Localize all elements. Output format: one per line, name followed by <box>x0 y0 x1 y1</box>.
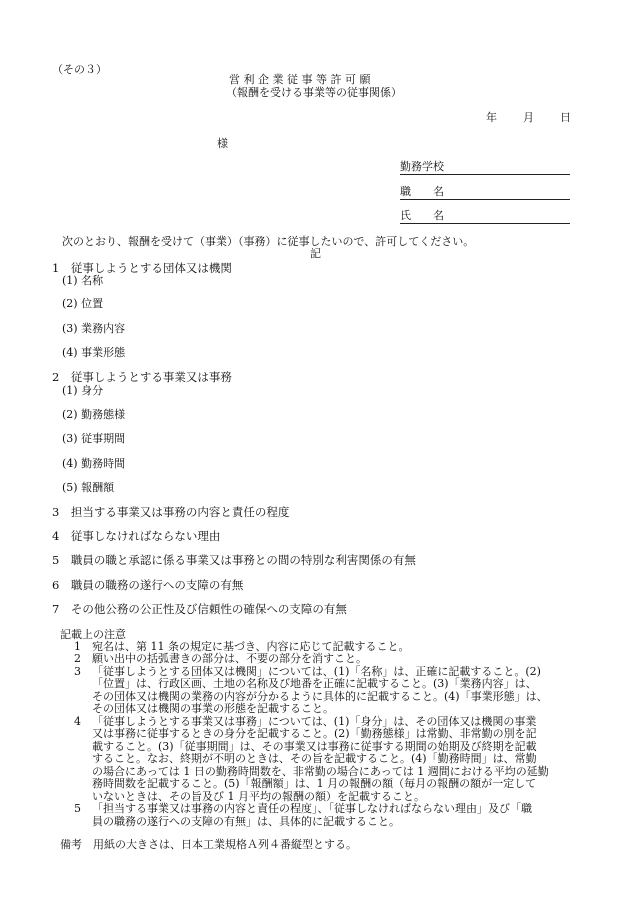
note-line: すること。なお、終期が不明のときは、その旨を記載すること。(4)「勤務時間」は、常勤 <box>92 752 537 765</box>
section-2-item: (5) 報酬額 <box>62 481 115 494</box>
section-2-item: (1) 身分 <box>62 384 104 397</box>
date-day: 日 <box>560 111 571 124</box>
section-7-title: 7 その他公務の公正性及び信頼性の確保への支障の有無 <box>52 602 347 616</box>
section-3-title: 3 担当する事業又は事務の内容と責任の程度 <box>52 505 290 519</box>
position-label: 職 名 <box>400 185 444 198</box>
note-number: 2 <box>74 652 81 665</box>
note-number: 3 <box>74 665 81 678</box>
note-line: の場合にあっては 1 日の勤務時間数を、非常勤の場合にあっては 1 週間における平均の延勤 <box>92 765 549 778</box>
note-line: 又は事務に従事するときの身分を記載すること。(2)「勤務態様」は常勤、非常勤の別を記 <box>92 727 537 740</box>
notes-title: 記載上の注意 <box>60 628 126 641</box>
section-2-item: (3) 従事期間 <box>62 432 126 445</box>
note-line: 「従事しようとする団体又は機関」については、(1)「名称」は、正確に記載すること。(2) <box>92 665 541 678</box>
section-1-title: 1 従事しようとする団体又は機関 <box>52 261 232 275</box>
school-label: 勤務学校 <box>400 160 444 173</box>
note-line: 「従事しようとする事業又は事務」については、(1)「身分」は、その団体又は機関の事業 <box>92 715 537 728</box>
note-line: 載すること。(3)「従事期間」は、その事業又は事務に従事する期間の始期及び終期を記載 <box>92 740 537 753</box>
intro-text: 次のとおり、報酬を受けて（事業）（事務）に従事したいので、許可してください。 <box>62 235 475 248</box>
section-1-item: (3) 業務内容 <box>62 322 126 335</box>
position-field[interactable] <box>400 185 570 200</box>
ki-label: 記 <box>310 247 321 260</box>
note-line: 「位置」は、行政区画、土地の名称及び地番を正確に記載すること。(3)「業務内容」は、 <box>92 677 537 690</box>
note-line: 員の職務の遂行への支障の有無」は、具体的に記載すること。 <box>92 815 400 828</box>
section-6-title: 6 職員の職務の遂行への支障の有無 <box>52 578 244 592</box>
note-line: 「担当する事業又は事務の内容と責任の程度」、「従事しなければならない理由」及び「職 <box>92 802 532 815</box>
form-number: （その３） <box>52 63 107 76</box>
note-line: いないときは、その旨及び 1 月平均の報酬の額）を記載すること。 <box>92 790 425 803</box>
section-2-title: 2 従事しようとする事業又は事務 <box>52 370 232 384</box>
remarks: 備考 用紙の大きさは、日本工業規格Ａ列４番縦型とする。 <box>60 838 357 851</box>
note-number: 5 <box>74 802 81 815</box>
note-line: その団体又は機関の業務の内容が分かるように具体的に記載すること。(4)「事業形態」は、 <box>92 690 548 703</box>
section-5-title: 5 職員の職と承認に係る事業又は事務との間の特別な利害関係の有無 <box>52 553 416 567</box>
date-year: 年 <box>486 111 497 124</box>
school-field[interactable] <box>400 160 570 175</box>
section-2-item: (4) 勤務時間 <box>62 457 126 470</box>
note-number: 4 <box>74 715 81 728</box>
page-title: 営 利 企 業 従 事 等 許 可 願 <box>229 73 371 86</box>
page-subtitle: （報酬を受ける事業等の従事関係） <box>226 86 402 99</box>
note-line: 務時間数を記載すること。(5)「報酬額」は、1 月の報酬の額（毎月の報酬の額が一定して <box>92 777 537 790</box>
date-month: 月 <box>523 111 534 124</box>
section-1-item: (4) 事業形態 <box>62 346 126 359</box>
note-number: 1 <box>74 640 81 653</box>
note-line: 願い出中の括弧書きの部分は、不要の部分を消すこと。 <box>92 652 367 665</box>
section-1-item: (1) 名称 <box>62 274 104 287</box>
name-label: 氏 名 <box>400 209 444 222</box>
note-line: 宛名は、第 11 条の規定に基づき、内容に応じて記載すること。 <box>92 640 410 653</box>
section-2-item: (2) 勤務態様 <box>62 408 126 421</box>
note-line: その団体又は機関の事業の形態を記載すること。 <box>92 702 334 715</box>
section-4-title: 4 従事しなければならない理由 <box>52 529 221 543</box>
name-field[interactable] <box>400 209 570 224</box>
section-1-item: (2) 位置 <box>62 297 104 310</box>
addressee-suffix: 様 <box>217 137 228 150</box>
